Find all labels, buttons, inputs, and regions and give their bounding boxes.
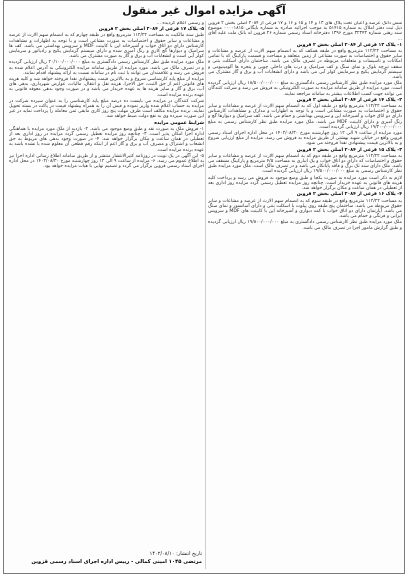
left-text-column bbox=[9, 21, 204, 569]
section-heading: ۵- پلاک ۱۷ فرعی از ۲۰۸۴ اصلی بخش ۲ قزوین bbox=[98, 27, 204, 33]
paragraph: شرکت کنندگان در مزایده می بایست ده درصد مبلغ پایه کارشناسی را به عنوان سپرده شرکت در مزایده به حساب اعلام شده واریز نموده و فیش آن را به همراه پیشنهاد قیمت در پاکت در بسته تحویل نمایند. برنده مزایده مکلف است ظرف مهلت پنج روز کاری مابقی ثمن معامله را پرداخت نماید در غیر این صورت سپرده وی به نفع دولت ضبط خواهد شد. bbox=[9, 98, 204, 120]
section-heading: شرایط عمومی مزایده bbox=[154, 120, 204, 126]
section-heading: ۴- پلاک ۱۶ فرعی از ۲۰۸۴ اصلی بخش ۲ قزوین bbox=[296, 192, 402, 198]
paragraph: ملک مورد مزایده طبق نظر کارشناس رسمی دادگستری به مبلغ ۱۸/۵۰۰/۰۰۰/۰۰۰ ریال ارزیابی گردیده است. مورد مزایده از طریق سامانه مزایده به صورت الکترونیکی به فروش می رسد و شرکت کنندگان می توانند جهت کسب اطلاعات بیشتر به سامانه مراجعه نمایند. bbox=[208, 81, 402, 97]
column-divider bbox=[205, 21, 206, 569]
paragraph: به مساحت ۱۱۲/۲۲ مترمربع واقع در طبقه دوم که به انضمام سهم الارث از عرصه و مشاعات و سایر حقوق و اختصاصات که دارای دو اتاق خواب و یک انباری به مساحت ۴/۵ مترمربع و پارکینگ مسقف می باشد. ملک دارای سند تک برگ و فاقد پایانکار می باشد و در تصرف مالک است. ملک مورد مزایده طبق نظر کارشناس رسمی به مبلغ ۱۹/۵۰۰/۰۰۰/۰۰۰ ریال ارزیابی گردیده است. bbox=[208, 153, 402, 175]
notice-page bbox=[3, 0, 405, 574]
signature-line: مرتضی ۱۰۴۵ امینی کمالی - رییس اداره اجرای اسناد رسمی قزوین bbox=[31, 559, 202, 565]
paragraph: شش دانگ عرصه و اعیان تحت پلاک های ۱۳ و ۱۴ و ۱۵ و ۱۶ و ۱۷ فرعی از ۲۰۸۴ اصلی بخش ۲ قزوین ذیل ثبت دفتر املاک به شماره ۵۱۴۱۵ به موجب اجرائیه صادره به شماره بایگانی ۰۰۰۰۱۸۱۵ موضوع سند رهنی شماره ۳۲۳۴۳ مورخ ۱۳۹۶ دفترخانه اسناد رسمی شماره ۲۶ قزوین له بانک ملت علیه آقای ... bbox=[208, 21, 402, 42]
section-heading: ۱- پلاک ۱۳ فرعی از ۲۰۸۴ اصلی بخش ۲ قزوین bbox=[296, 42, 402, 48]
paragraph: و رسمی اعلام گردیده ... bbox=[156, 21, 204, 26]
paragraph: ملک مورد مزایده طبق نظر کارشناس رسمی دادگستری به مبلغ ۱۹/۸۰۰/۰۰۰/۰۰۰ ریال ارزیابی گردیده و طبق گزارش مامور اجرا در تصرف مالک می باشد. bbox=[208, 220, 402, 231]
right-text-column bbox=[208, 21, 402, 569]
section-heading: ۳- پلاک ۱۵ فرعی از ۲۰۸۴ اصلی بخش ۲ قزوین bbox=[296, 147, 402, 153]
paragraph: لازم به ذکر است مورد مزایده به صورت یکجا و طبق وضع موجود به فروش می رسد و پرداخت کلیه هزینه های قانونی به عهده خریدار است. چنانچه روز مزایده تعطیل رسمی گردد مزایده روز اداری بعد از تعطیلی در همان ساعت و مکان برگزار خواهد شد. bbox=[208, 175, 402, 192]
paragraph: به مساحت ۱۱۲/۲۲ مترمربع واقع در طبقه اول که به انضمام سهم الارث از عرصه و مشاعات و سایر حقوق و اختصاصات به صورت مشاعی است و با توجه به اظهارات و مدارک و مشاهدات کارشناس دارای دو اتاق خواب و آشپزخانه اپن و سرویس بهداشتی و حمام می باشد. کف سرامیک و دیوارها گچ و رنگ آمیزی و دارای کابینت MDF می باشد. ملک مورد مزایده طبق نظر کارشناس رسمی به مبلغ ۱۹/۲۰۰/۰۰۰/۰۰۰ ریال ارزیابی گردیده است. bbox=[208, 104, 402, 130]
paragraph: ۵- این آگهی در یک نوبت در روزنامه کثیرالانتشار منتشر و از طریق سامانه اطلاع رسانی اداره اجرا نیز به اطلاع عموم می رسد. ۶- مزایده از ساعت ۹ الی ۱۲ روز چهارشنبه مورخ ۱۴۰۲/۰۸/۳۰ در محل اداره اجرای اسناد رسمی قزوین برگزار می گردد و تصمیم نهایی با هیات مزایده خواهد بود. bbox=[9, 153, 204, 170]
paragraph: مورد مزایده از ساعت ۹ الی ۱۲ روز چهارشنبه مورخ ۱۴۰۲/۰۸/۳۰ در محل اداره اجرای اسناد رسمی قزوین واقع در خیابان شهید بهشتی از طریق مزایده به فروش می رسد. مزایده از مبلغ ارزیابی شروع و به بالاترین قیمت پیشنهادی نقدا فروخته می شود. bbox=[208, 131, 402, 147]
paragraph: ملک مورد مزایده طبق نظر کارشناس رسمی دادگستری به مبلغ ۲۰/۱۰۰/۰۰۰/۰۰۰ ریال ارزیابی گردیده و در تصرف مالک می باشد. مورد مزایده از طریق سامانه مزایده الکترونیکی به آدرس اعلام شده به فروش می رسد و علاقمندان می توانند با ثبت نام در سامانه نسبت به ارائه پیشنهاد اقدام نمایند. bbox=[9, 60, 204, 76]
paragraph: به مساحت ۱۱۲/۲۲ مترمربع واقع در طبقه همکف که به انضمام سهم الارث از عرصه و مشاعات و سایر حقوق و اختصاصات به صورت مشاعی از زمین متعلقه و مساحت و قسمت پارکینگ که با تمامی امکانات و تاسیسات و متعلقات مربوطه در تصرف مالک می باشد. ساختمان دارای اسکلت بتنی و سقف تیرچه بلوک و نمای سنگ و کف سرامیک و درب های داخلی چوبی و پنجره ها آلومینیومی و سیستم گرمایش پکیج و سرمایش کولر آبی می باشد و دارای انشعابات آب و برق و گاز مشترک می باشد. bbox=[208, 49, 402, 81]
notice-title: آگهی مزایده اموال غیر منقول bbox=[122, 4, 286, 17]
paragraph: ۱- فروش ملک به صورت نقد و طبق وضع موجود می باشد. ۲- بازدید از ملک مورد مزایده با هماهنگی اداره اجرا امکان پذیر است. ۳- چنانچه روز مزایده تعطیل رسمی گردد مزایده در روز اداری بعد از تعطیلی در همان ساعت و مکان برگزار خواهد شد. ۴- در صورت وجود بدهی های مربوط به حق انشعاب و اشتراک و مصرف آب و برق و گاز اعم از اینکه رقم قطعی آن معلوم شده یا نشده باشد به عهده برنده مزایده است. bbox=[9, 126, 204, 153]
publish-date: تاریخ انتشار: ۱۴۰۲/۰۸/۱۰ bbox=[149, 551, 202, 557]
paragraph: مزایده از مبلغ پایه کارشناسی شروع و به بالاترین قیمت پیشنهادی نقدا فروخته خواهد شد و کلیه هزینه های قانونی اعم از حق الثبت، حق الاجرا، هزینه نقل و انتقال، مالیات، عوارض شهرداری، بدهی های آب، برق و گاز و سایر هزینه ها به عهده خریدار می باشد و در صورت وجود بدهی معوقه قانونی به عهده برنده مزایده است. bbox=[9, 77, 204, 98]
paragraph: طبق سند مالکیت به مساحت ۱۱۲/۲۲ مترمربع واقع در طبقه چهارم که به انضمام سهم الارث از عرصه و مشاعات و سایر حقوق و اختصاصات به صورت مشاعی است و با توجه به اظهارات و مشاهدات کارشناس دارای دو اتاق خواب و آشپزخانه اپن با کابینت MDF و سرویس بهداشتی می باشد. کف ها سرامیک و دیوارها گچ کاری و رنگ آمیزی شده و دارای سیستم گرمایش پکیج و رادیاتور و سرمایش کولر آبی است و انشعابات آب و برق و گاز به صورت مشترک می باشد. bbox=[9, 33, 204, 60]
section-heading: ۲- پلاک ۱۴ فرعی از ۲۰۸۴ اصلی بخش ۲ قزوین bbox=[296, 97, 402, 103]
paragraph: به مساحت ۱۱۲/۲۲ مترمربع واقع در طبقه سوم که به انضمام سهم الارث از عرصه و مشاعات و سایر حقوق مربوطه می باشد. ساختمان پنج طبقه روی پیلوت با اسکلت بتنی و دارای آسانسور و نمای سنگ می باشد. آپارتمان دارای دو اتاق خواب با کمد دیواری و آشپزخانه اپن با کابینت های MDF و سرویس ایرانی و فرنگی و حمام می باشد. bbox=[208, 198, 402, 220]
